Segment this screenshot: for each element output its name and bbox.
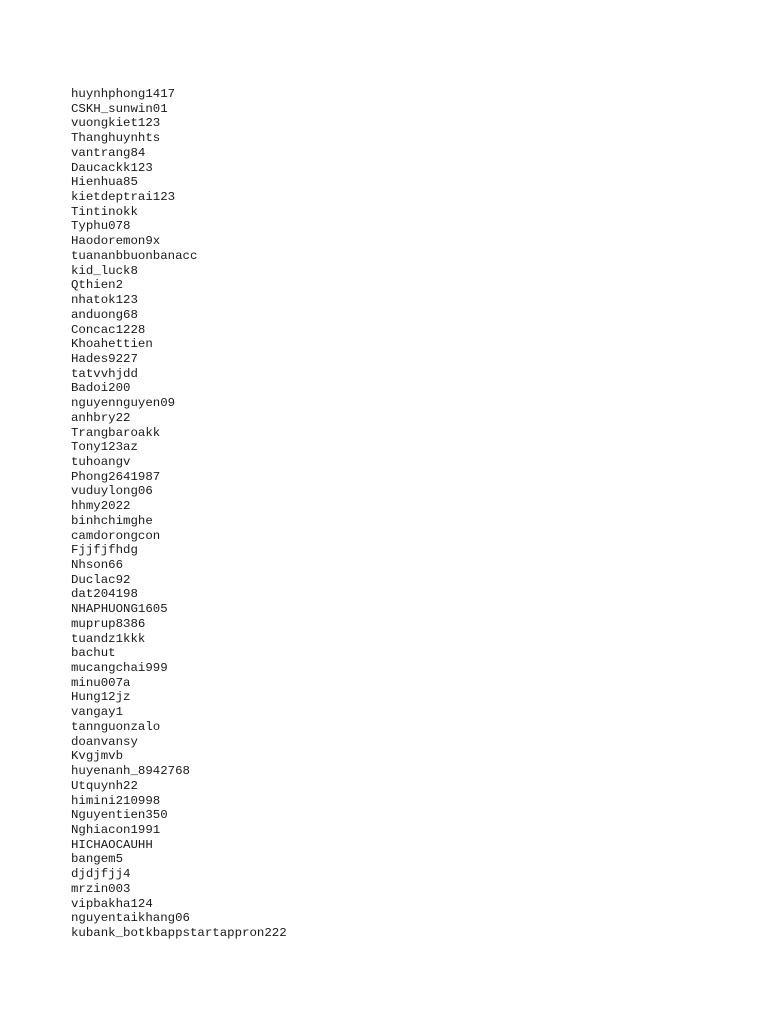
list-item: huyenanh_8942768 xyxy=(71,764,190,779)
list-item: mrzin003 xyxy=(71,881,131,896)
list-item: Kvgjmvb xyxy=(71,749,124,764)
list-item: Hienhua85 xyxy=(71,175,138,190)
list-item: Khoahettien xyxy=(71,337,153,352)
list-item: dat204198 xyxy=(71,587,138,602)
list-item: NHAPHUONG1605 xyxy=(71,602,168,617)
list-item: Fjjfjfhdg xyxy=(71,543,138,558)
list-item: tuhoangv xyxy=(71,454,131,469)
list-item: hhmy2022 xyxy=(71,499,131,514)
list-item: kubank_botkbappstartappron222 xyxy=(71,925,287,940)
list-item: Nhson66 xyxy=(71,558,124,572)
list-item: Trangbaroakk xyxy=(71,425,161,440)
list-item: Typhu078 xyxy=(71,219,131,234)
list-item: Haodoremon9x xyxy=(71,234,161,249)
list-item: Badoi200 xyxy=(71,381,131,396)
list-item: anduong68 xyxy=(71,307,138,322)
list-item: camdorongcon xyxy=(71,528,161,543)
list-item: Concac1228 xyxy=(71,322,146,337)
list-item: himini210998 xyxy=(71,793,161,808)
list-item: muprup8386 xyxy=(71,616,146,631)
list-item: Phong2641987 xyxy=(71,469,161,484)
list-item: binhchimghe xyxy=(71,513,153,528)
list-item: tannguonzalo xyxy=(71,719,161,734)
list-item: tatvvhjdd xyxy=(71,366,138,381)
list-item: Thanghuynhts xyxy=(71,131,161,146)
list-item: vantrang84 xyxy=(71,145,146,160)
list-item: Tintinokk xyxy=(71,204,138,219)
list-item: Hung12jz xyxy=(71,690,131,705)
list-item: bachut xyxy=(71,646,116,661)
list-item: CSKH_sunwin01 xyxy=(71,101,168,116)
list-item: djdjfjj4 xyxy=(71,867,131,882)
list-item: vuduylong06 xyxy=(71,484,153,499)
list-item: bangem5 xyxy=(71,852,124,867)
list-item: vipbakha124 xyxy=(71,896,153,911)
list-item: Daucackk123 xyxy=(71,160,153,175)
list-item: doanvansy xyxy=(71,734,138,749)
list-item: HICHAOCAUHH xyxy=(71,837,153,852)
list-item: Utquynh22 xyxy=(71,778,138,793)
list-item: kid_luck8 xyxy=(71,263,138,278)
list-item: huynhphong1417 xyxy=(71,87,176,101)
list-item: vuongkiet123 xyxy=(71,116,161,131)
list-item: Duclac92 xyxy=(71,572,131,587)
list-item: Nghiacon1991 xyxy=(71,822,161,837)
username-list xyxy=(71,87,287,941)
list-item: Tony123az xyxy=(71,440,138,455)
list-item: nguyentaikhang06 xyxy=(71,911,190,926)
list-item: nguyennguyen09 xyxy=(71,396,176,411)
list-item: tuandz1kkk xyxy=(71,631,146,646)
list-item: Qthien2 xyxy=(71,278,124,293)
list-item: minu007a xyxy=(71,675,131,690)
list-item: kietdeptrai123 xyxy=(71,190,176,205)
list-item: vangay1 xyxy=(71,705,124,720)
list-item: mucangchai999 xyxy=(71,661,168,676)
list-item: Hades9227 xyxy=(71,351,138,366)
list-item: Nguyentien350 xyxy=(71,808,168,823)
list-item: nhatok123 xyxy=(71,293,138,308)
list-item: anhbry22 xyxy=(71,410,131,425)
list-item: tuananbbuonbanacc xyxy=(71,248,198,263)
